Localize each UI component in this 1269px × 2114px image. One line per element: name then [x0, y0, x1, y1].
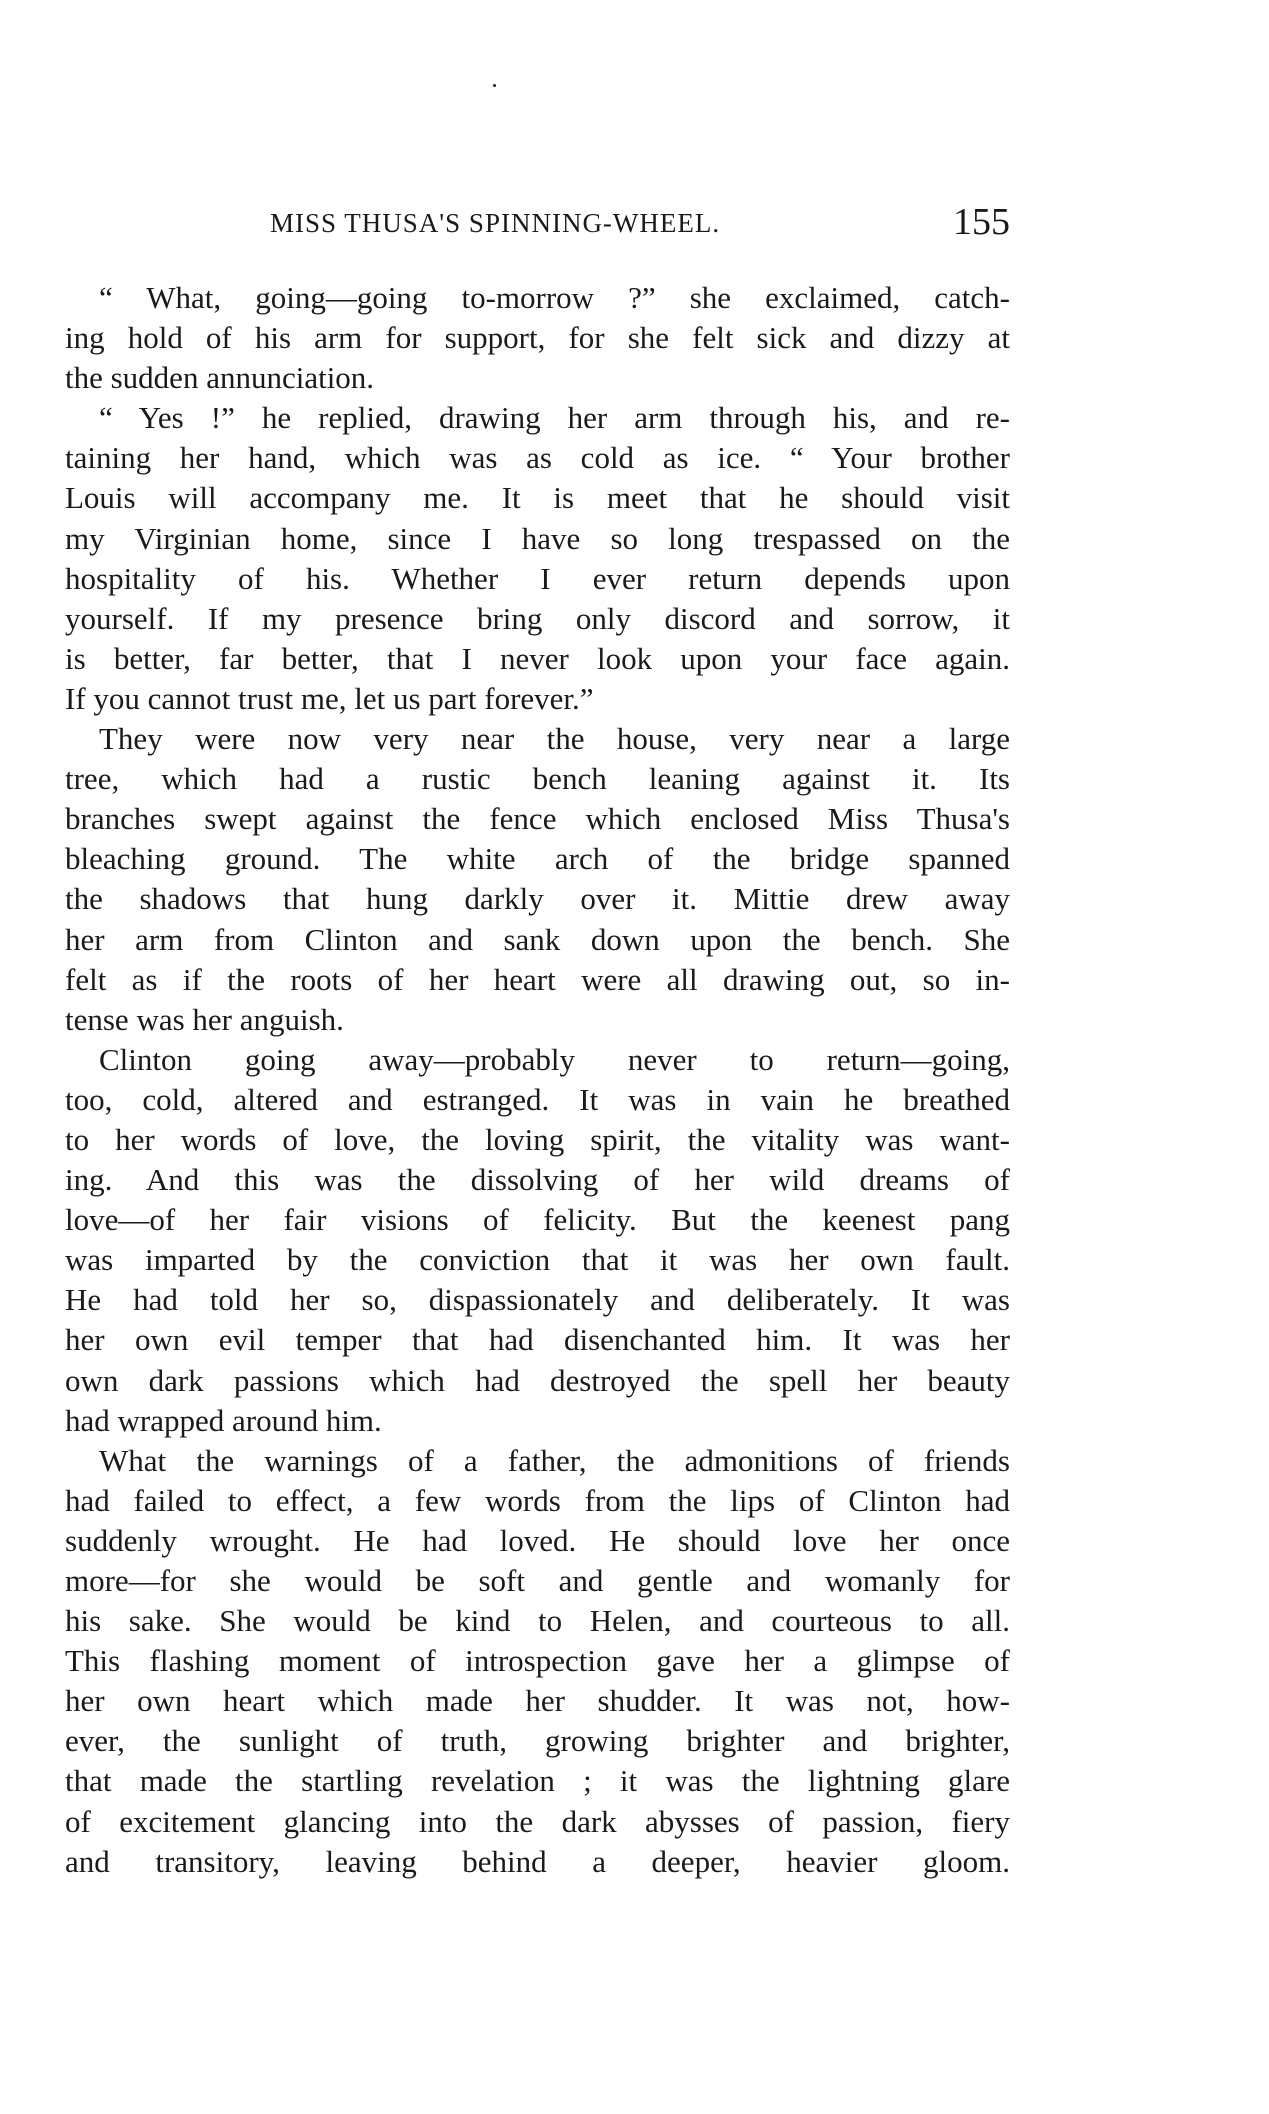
paragraph — [65, 1441, 1010, 1882]
text-line: taining her hand, which was as cold as ice. “ Your brother — [65, 440, 1010, 476]
text-line: This flashing moment of introspection gave her a glimpse of — [65, 1643, 1010, 1679]
text-line: They were now very near the house, very near a large — [99, 721, 1010, 757]
page-number: 155 — [953, 201, 1010, 243]
text-line: What the warnings of a father, the admonitions of friends — [99, 1442, 1010, 1478]
text-line: ing hold of his arm for support, for she felt sick and dizzy at — [65, 320, 1010, 356]
text-line: bleaching ground. The white arch of the bridge spanned — [65, 841, 1010, 877]
text-line: too, cold, altered and estranged. It was in vain he breathed — [65, 1081, 1010, 1117]
text-line: “ Yes !” he replied, drawing her arm through his, and re- — [99, 400, 1010, 436]
text-line: that made the startling revelation ; it was the lightning glare — [65, 1763, 1010, 1799]
text-line: the shadows that hung darkly over it. Mittie drew away — [65, 881, 1010, 917]
ink-speck — [493, 84, 496, 87]
text-line: suddenly wrought. He had loved. He should love her once — [65, 1522, 1010, 1558]
text-line: his sake. She would be kind to Helen, and courteous to all. — [65, 1603, 1010, 1639]
text-line: Louis will accompany me. It is meet that he should visit — [65, 480, 1010, 516]
text-line: ever, the sunlight of truth, growing brighter and brighter, — [65, 1723, 1010, 1759]
text-line: love—of her fair visions of felicity. But the keenest pang — [65, 1202, 1010, 1238]
text-line: more—for she would be soft and gentle and womanly for — [65, 1563, 1010, 1598]
text-line: yourself. If my presence bring only discord and sorrow, it — [65, 600, 1010, 636]
page-header — [65, 200, 1010, 250]
text-line: my Virginian home, since I have so long trespassed on the — [65, 520, 1010, 556]
text-line: and transitory, leaving behind a deeper, heavier gloom. — [65, 1843, 1010, 1879]
text-line: tense was her anguish. — [65, 1001, 344, 1037]
text-line: “ What, going—going to-morrow ?” she exclaimed, catch- — [99, 280, 1010, 315]
text-line: had failed to effect, a few words from the lips of Clinton had — [65, 1482, 1010, 1518]
text-line: the sudden annunciation. — [65, 360, 375, 396]
text-line: Clinton going away—probably never to return—going, — [99, 1041, 1010, 1077]
body-text — [65, 278, 1010, 1882]
text-line: If you cannot trust me, let us part forever.” — [65, 680, 594, 716]
text-line: He had told her so, dispassionately and deliberately. It was — [65, 1282, 1010, 1318]
text-line: was imparted by the conviction that it was her own fault. — [65, 1242, 1010, 1278]
text-line: branches swept against the fence which enclosed Miss Thusa's — [65, 801, 1010, 837]
paragraph — [65, 278, 1010, 398]
text-line: own dark passions which had destroyed the spell her beauty — [65, 1362, 1010, 1398]
running-title: MISS THUSA'S SPINNING-WHEEL. — [270, 208, 721, 238]
text-line: tree, which had a rustic bench leaning against it. Its — [65, 761, 1010, 797]
text-line: to her words of love, the loving spirit, the vitality was want- — [65, 1121, 1010, 1157]
text-line: ing. And this was the dissolving of her wild dreams of — [65, 1162, 1010, 1198]
paragraph — [65, 1040, 1010, 1441]
text-line: her arm from Clinton and sank down upon the bench. She — [65, 921, 1010, 957]
text-line: her own heart which made her shudder. It was not, how- — [65, 1683, 1010, 1719]
text-line: is better, far better, that I never look upon your face again. — [65, 640, 1010, 676]
text-line: had wrapped around him. — [65, 1402, 382, 1438]
text-line: of excitement glancing into the dark abysses of passion, fiery — [65, 1803, 1010, 1839]
paragraph — [65, 398, 1010, 719]
text-line: hospitality of his. Whether I ever return depends upon — [65, 560, 1010, 596]
paragraph — [65, 719, 1010, 1040]
text-line: her own evil temper that had disenchanted him. It was her — [65, 1322, 1010, 1358]
text-line: felt as if the roots of her heart were all drawing out, so in- — [65, 961, 1010, 997]
